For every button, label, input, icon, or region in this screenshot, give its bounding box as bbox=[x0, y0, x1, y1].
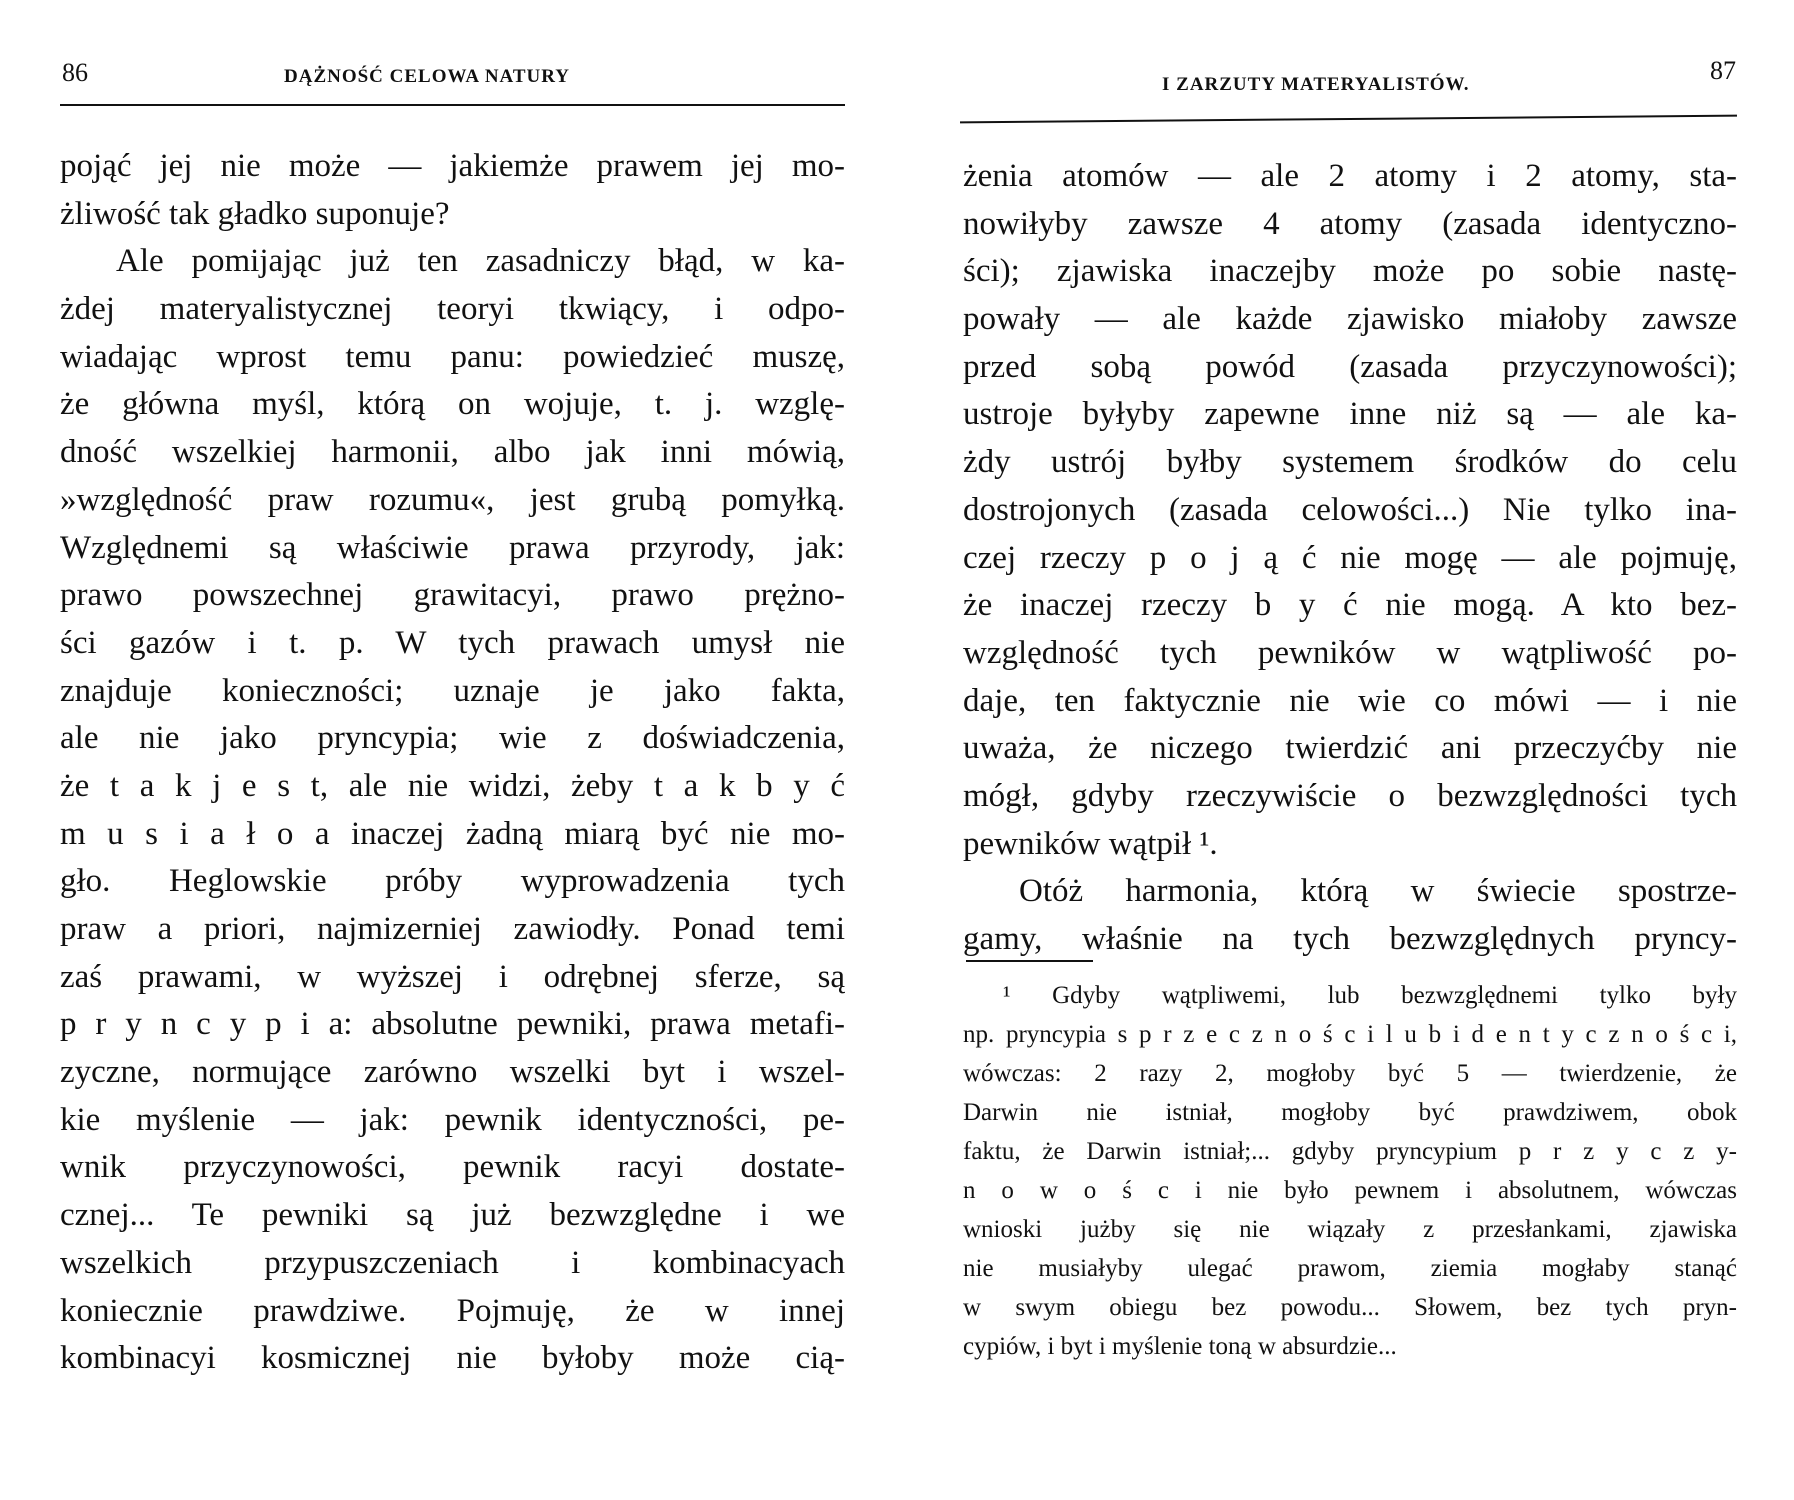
text-line: pojąć jej nie może — jakiemże prawem jej mo- bbox=[60, 148, 845, 184]
text-line: ustroje byłyby zapewne inne niż są — ale ka- bbox=[963, 396, 1737, 433]
text-line: gamy, właśnie na tych bezwzględnych pryncy- bbox=[963, 921, 1737, 957]
footnote-line: n o w o ś c i nie było pewnem i absolutnem, wówczas bbox=[963, 1177, 1737, 1204]
text-line: Otóż harmonia, którą w świecie spostrze- bbox=[1019, 873, 1737, 910]
footnote-line: w swym obiegu bez powodu... Słowem, bez tych pryn- bbox=[963, 1294, 1737, 1321]
text-line: wszelkich przypuszczeniach i kombinacyach bbox=[60, 1244, 845, 1281]
text-line: m u s i a ł o a inaczej żadną miarą być nie mo- bbox=[60, 815, 845, 852]
text-line: Ale pomijając już ten zasadniczy błąd, w ka- bbox=[116, 243, 845, 280]
text-line: ale nie jako pryncypia; wie z doświadczenia, bbox=[60, 720, 845, 757]
text-line: gło. Heglowskie próby wyprowadzenia tych bbox=[60, 863, 845, 900]
text-line: prawo powszechnej grawitacyi, prawo prężno- bbox=[60, 577, 845, 614]
footnote-line: cypiów, i byt i myślenie toną w absurdzie... bbox=[963, 1333, 1397, 1360]
text-line: Względnemi są właściwie prawa przyrody, jak: bbox=[60, 529, 845, 566]
text-line: daje, ten faktycznie nie wie co mówi — i nie bbox=[963, 682, 1737, 719]
footnote-rule bbox=[966, 960, 1093, 962]
text-line: zaś prawami, w wyższej i odrębnej sferze, są bbox=[60, 958, 845, 995]
page-number: 86 bbox=[62, 58, 88, 87]
footnote-line: wnioski jużby się nie wiązały z przesłankami, zjawiska bbox=[963, 1216, 1737, 1243]
footnote bbox=[963, 976, 1737, 1366]
footnote-line: np. pryncypia s p r z e c z n o ś c i l u b i d e n t y c z n o ś c i, bbox=[963, 1021, 1737, 1048]
text-line: mógł, gdyby rzeczywiście o bezwzględności tych bbox=[963, 777, 1737, 814]
text-line: uważa, że niczego twierdzić ani przeczyćby nie bbox=[963, 730, 1737, 767]
text-line: żenia atomów — ale 2 atomy i 2 atomy, sta- bbox=[963, 158, 1737, 194]
text-line: koniecznie prawdziwe. Pojmuję, że w innej bbox=[60, 1292, 845, 1329]
text-line: powały — ale każde zjawisko miałoby zawsze bbox=[963, 301, 1737, 338]
footnote-line: wówczas: 2 razy 2, mogłoby być 5 — twierdzenie, że bbox=[963, 1060, 1737, 1087]
text-line: żdy ustrój byłby systemem środków do celu bbox=[963, 444, 1737, 481]
text-line: ści); zjawiska inaczejby może po sobie nastę- bbox=[963, 253, 1737, 290]
text-line: względność tych pewników w wątpliwość po- bbox=[963, 634, 1737, 671]
text-line: żdej materyalistycznej teoryi tkwiący, i odpo- bbox=[60, 291, 845, 328]
text-line: że główna myśl, którą on wojuje, t. j. wzglę- bbox=[60, 386, 845, 423]
text-line: dność wszelkiej harmonii, albo jak inni mówią, bbox=[60, 434, 845, 471]
text-line: pewników wątpił ¹. bbox=[963, 825, 1218, 862]
text-line: praw a priori, najmizerniej zawiodły. Ponad temi bbox=[60, 911, 845, 947]
text-line: przed sobą powód (zasada przyczynowości); bbox=[963, 348, 1737, 385]
footnote-line: nie musiałyby ulegać prawom, ziemia mogłaby stanąć bbox=[963, 1255, 1737, 1282]
text-line: że inaczej rzeczy b y ć nie mogą. A kto bez- bbox=[963, 587, 1737, 624]
text-line: wiadając wprost temu panu: powiedzieć muszę, bbox=[60, 338, 845, 375]
running-head: DĄŻNOŚĆ CELOWA NATURY bbox=[284, 66, 571, 87]
running-head: I ZARZUTY MATERYALISTÓW. bbox=[1162, 74, 1470, 95]
text-line: żliwość tak gładko suponuje? bbox=[60, 195, 450, 232]
text-line: »względność praw rozumu«, jest grubą pomyłką. bbox=[60, 481, 845, 518]
body-text bbox=[963, 153, 1737, 964]
body-text bbox=[60, 143, 845, 1383]
footnote-line: faktu, że Darwin istniał;... gdyby pryncypium p r z y c z y- bbox=[963, 1138, 1737, 1165]
text-line: kombinacyi kosmicznej nie byłoby może cią- bbox=[60, 1340, 845, 1377]
text-line: wnik przyczynowości, pewnik racyi dostate- bbox=[60, 1149, 845, 1186]
footnote-line: Darwin nie istniał, mogłoby być prawdziwem, obok bbox=[963, 1099, 1737, 1126]
text-line: nowiłyby zawsze 4 atomy (zasada identyczno- bbox=[963, 205, 1737, 242]
text-line: czej rzeczy p o j ą ć nie mogę — ale pojmuję, bbox=[963, 539, 1737, 576]
text-line: ści gazów i t. p. W tych prawach umysł nie bbox=[60, 624, 845, 661]
text-line: zyczne, normujące zarówno wszelki byt i wszel- bbox=[60, 1054, 845, 1091]
right-page bbox=[897, 0, 1794, 1500]
text-line: cznej... Te pewniki są już bezwzględne i we bbox=[60, 1197, 845, 1234]
footnote-line: ¹ Gdyby wątpliwemi, lub bezwzględnemi tylko były bbox=[1003, 982, 1737, 1009]
header-rule bbox=[960, 115, 1737, 124]
text-line: dostrojonych (zasada celowości...) Nie tylko ina- bbox=[963, 491, 1737, 528]
text-line: znajduje konieczności; uznaje je jako fakta, bbox=[60, 672, 845, 709]
text-line: że t a k j e s t, ale nie widzi, żeby t a k b y ć bbox=[60, 767, 845, 804]
header-rule bbox=[60, 104, 845, 106]
text-line: p r y n c y p i a: absolutne pewniki, prawa metafi- bbox=[60, 1006, 845, 1043]
text-line: kie myślenie — jak: pewnik identyczności, pe- bbox=[60, 1101, 845, 1138]
page-number: 87 bbox=[1710, 56, 1736, 85]
